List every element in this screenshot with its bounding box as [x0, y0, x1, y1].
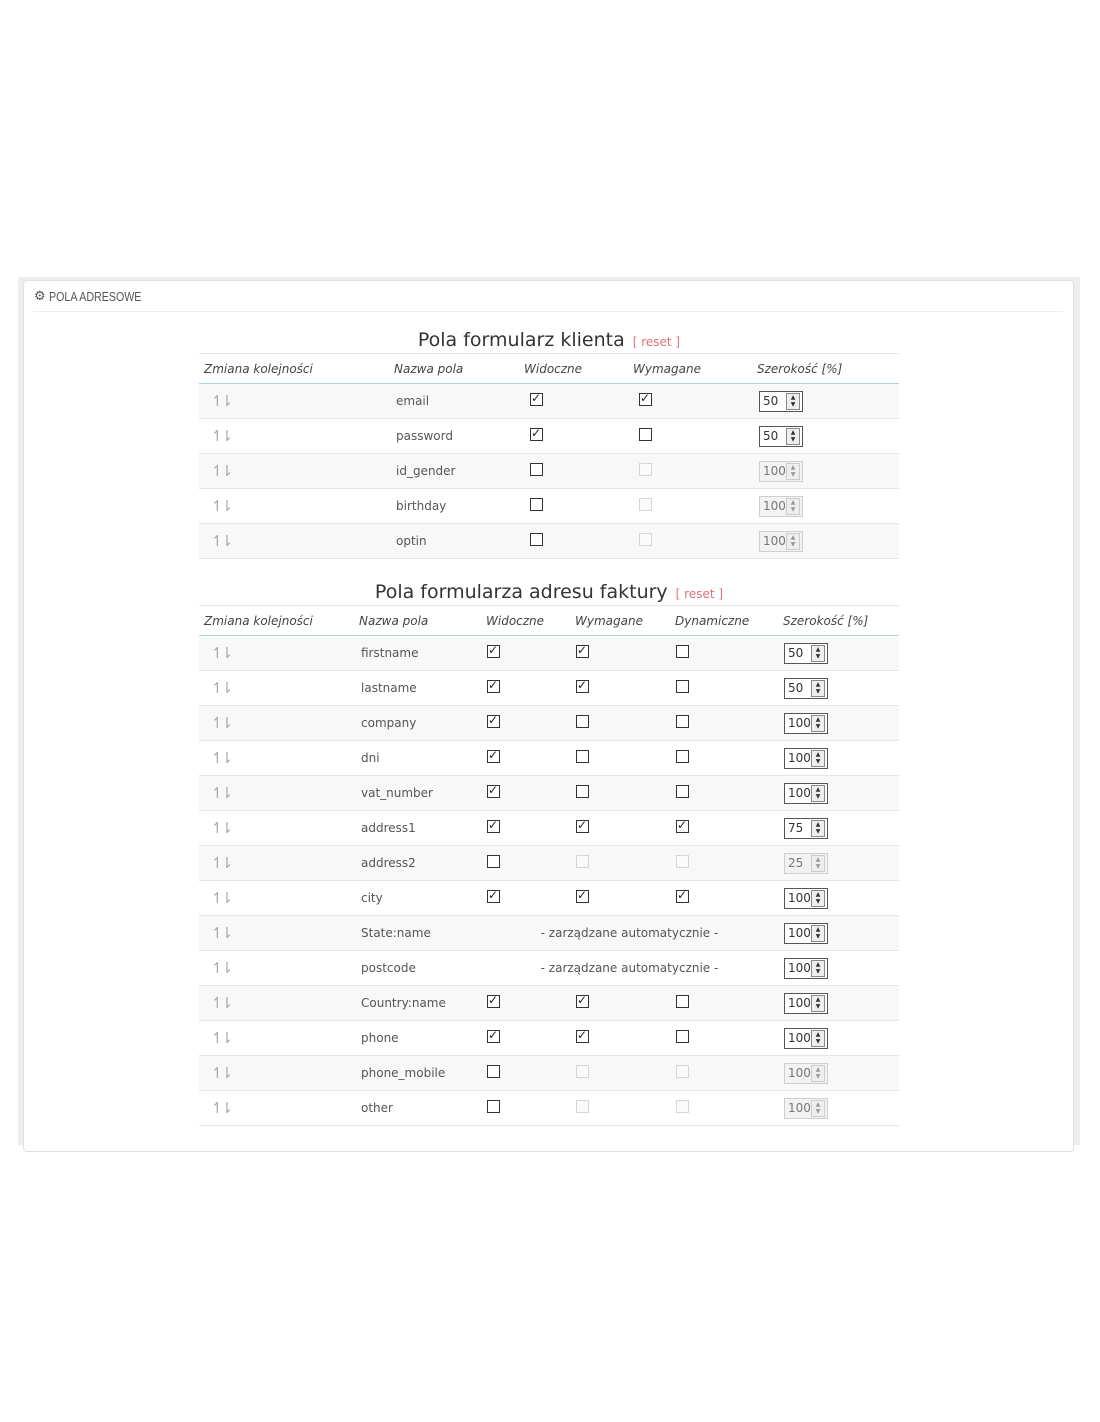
reorder-handle-icon[interactable]: ↿⇂ [211, 392, 231, 410]
reorder-handle-icon[interactable]: ↿⇂ [211, 1099, 231, 1117]
width-stepper[interactable] [759, 391, 803, 412]
stepper-arrows-icon[interactable]: ▲ ▼ [786, 393, 800, 410]
checkmark-icon: ✓ [577, 1028, 588, 1042]
width-value: 100 [788, 1031, 811, 1045]
field-name: postcode [354, 951, 481, 986]
width-stepper[interactable] [759, 426, 803, 447]
checkmark-icon: ✓ [577, 888, 588, 902]
stepper-arrows-icon[interactable]: ▲ ▼ [811, 750, 825, 767]
stepper-arrows-icon[interactable]: ▲ ▼ [811, 960, 825, 977]
dynamic-cell [670, 741, 778, 776]
dynamic-checkbox [676, 855, 689, 868]
width-value: 100 [788, 716, 811, 730]
width-stepper[interactable] [784, 678, 828, 699]
reorder-cell [199, 419, 389, 454]
reorder-handle-icon[interactable]: ↿⇂ [211, 889, 231, 907]
panel-title: POLA ADRESOWE [48, 288, 142, 304]
table-row [199, 1021, 899, 1056]
reorder-handle-icon[interactable]: ↿⇂ [211, 819, 231, 837]
reorder-handle-icon[interactable]: ↿⇂ [211, 749, 231, 767]
table-row [199, 706, 899, 741]
reorder-handle-icon[interactable]: ↿⇂ [211, 427, 231, 445]
table-row [199, 524, 899, 559]
reorder-cell [199, 1091, 354, 1126]
checkmark-icon: ✓ [488, 748, 499, 762]
dynamic-checkbox[interactable] [676, 750, 689, 763]
reorder-handle-icon[interactable]: ↿⇂ [211, 924, 231, 942]
visible-cell [481, 1091, 570, 1126]
dynamic-cell [670, 1021, 778, 1056]
field-name: firstname [354, 636, 481, 671]
reorder-cell [199, 916, 354, 951]
visible-cell [481, 846, 570, 881]
checkmark-icon: ✓ [577, 993, 588, 1007]
width-value: 100 [788, 961, 811, 975]
width-cell [778, 986, 899, 1021]
required-cell [570, 636, 670, 671]
checkmark-icon: ✓ [577, 818, 588, 832]
checkmark-icon: ✓ [488, 993, 499, 1007]
stepper-arrows-icon: ▲ ▼ [811, 855, 825, 872]
table-header-row [199, 354, 899, 384]
table-row [199, 986, 899, 1021]
table-row [199, 489, 899, 524]
width-value: 100 [763, 464, 786, 478]
width-stepper[interactable] [784, 818, 828, 839]
field-name: vat_number [354, 776, 481, 811]
reorder-handle-icon[interactable]: ↿⇂ [211, 679, 231, 697]
reorder-cell [199, 741, 354, 776]
checkmark-icon: ✓ [488, 888, 499, 902]
width-value: 25 [788, 856, 804, 870]
table-row [199, 454, 899, 489]
required-cell [570, 986, 670, 1021]
visible-checkbox[interactable] [487, 1065, 500, 1078]
stepper-arrows-icon[interactable]: ▲ ▼ [811, 925, 825, 942]
stepper-arrows-icon[interactable]: ▲ ▼ [811, 1030, 825, 1047]
visible-checkbox[interactable] [530, 498, 543, 511]
visible-checkbox[interactable] [530, 533, 543, 546]
field-name: phone [354, 1021, 481, 1056]
table-row [199, 916, 899, 951]
required-checkbox[interactable] [576, 1030, 589, 1043]
width-stepper[interactable] [784, 888, 828, 909]
customer-form-reset-link[interactable]: [ reset ] [632, 335, 681, 349]
field-name: password [389, 419, 519, 454]
width-cell [778, 1056, 899, 1091]
reorder-cell [199, 706, 354, 741]
required-cell [570, 706, 670, 741]
width-cell [778, 706, 899, 741]
reorder-cell [199, 671, 354, 706]
reorder-handle-icon[interactable]: ↿⇂ [211, 994, 231, 1012]
reorder-handle-icon[interactable]: ↿⇂ [211, 497, 231, 515]
reorder-cell [199, 986, 354, 1021]
width-value: 100 [788, 926, 811, 940]
table-row [199, 1056, 899, 1091]
field-name: id_gender [389, 454, 519, 489]
width-cell [778, 1091, 899, 1126]
visible-cell [519, 419, 628, 454]
dynamic-cell [670, 1091, 778, 1126]
width-stepper [759, 496, 803, 517]
dynamic-cell [670, 776, 778, 811]
required-checkbox[interactable] [576, 995, 589, 1008]
visible-cell [481, 811, 570, 846]
width-cell [752, 454, 899, 489]
field-name: Country:name [354, 986, 481, 1021]
required-checkbox[interactable] [576, 785, 589, 798]
gears-icon: ⚙ [34, 288, 46, 303]
stepper-arrows-icon: ▲ ▼ [811, 1065, 825, 1082]
panel-header [33, 281, 1063, 312]
dynamic-checkbox [676, 1065, 689, 1078]
column-header-name: Nazwa pola [389, 354, 519, 384]
width-value: 100 [788, 786, 811, 800]
field-name: other [354, 1091, 481, 1126]
column-header-order: Zmiana kolejności [199, 606, 354, 636]
invoice-form-reset-link[interactable]: [ reset ] [675, 587, 724, 601]
width-stepper [759, 461, 803, 482]
width-value: 50 [763, 394, 779, 408]
stepper-arrows-icon[interactable]: ▲ ▼ [811, 785, 825, 802]
required-checkbox[interactable] [576, 680, 589, 693]
dynamic-cell [670, 706, 778, 741]
width-stepper [784, 1063, 828, 1084]
stepper-arrows-icon[interactable]: ▲ ▼ [786, 428, 800, 445]
width-stepper [759, 531, 803, 552]
dynamic-cell [670, 1056, 778, 1091]
visible-cell [481, 881, 570, 916]
table-row [199, 671, 899, 706]
stepper-arrows-icon[interactable]: ▲ ▼ [811, 680, 825, 697]
column-header-name: Nazwa pola [354, 606, 481, 636]
width-cell [778, 636, 899, 671]
reorder-handle-icon[interactable]: ↿⇂ [211, 462, 231, 480]
visible-cell [481, 1021, 570, 1056]
stepper-arrows-icon[interactable]: ▲ ▼ [811, 645, 825, 662]
field-name: phone_mobile [354, 1056, 481, 1091]
stepper-arrows-icon: ▲ ▼ [786, 463, 800, 480]
dynamic-checkbox[interactable] [676, 715, 689, 728]
stepper-arrows-icon[interactable]: ▲ ▼ [811, 995, 825, 1012]
reorder-cell [199, 1021, 354, 1056]
width-cell [778, 881, 899, 916]
table-row [199, 636, 899, 671]
width-cell [752, 384, 899, 419]
dynamic-checkbox [676, 1100, 689, 1113]
reorder-handle-icon[interactable]: ↿⇂ [211, 959, 231, 977]
checkmark-icon: ✓ [488, 783, 499, 797]
dynamic-cell [670, 671, 778, 706]
field-name: lastname [354, 671, 481, 706]
width-stepper[interactable] [784, 783, 828, 804]
width-cell [778, 951, 899, 986]
dynamic-cell [670, 881, 778, 916]
width-cell [752, 419, 899, 454]
visible-checkbox[interactable] [487, 785, 500, 798]
visible-checkbox[interactable] [530, 393, 543, 406]
required-checkbox [576, 855, 589, 868]
width-stepper[interactable] [784, 643, 828, 664]
required-cell [570, 881, 670, 916]
width-cell [778, 811, 899, 846]
field-name: address2 [354, 846, 481, 881]
reorder-handle-icon[interactable]: ↿⇂ [211, 1029, 231, 1047]
required-checkbox[interactable] [576, 715, 589, 728]
checkmark-icon: ✓ [488, 818, 499, 832]
visible-cell [519, 384, 628, 419]
dynamic-checkbox[interactable] [676, 995, 689, 1008]
required-cell [628, 384, 752, 419]
checkmark-icon: ✓ [677, 888, 688, 902]
reorder-handle-icon[interactable]: ↿⇂ [211, 714, 231, 732]
column-header-dynamic: Dynamiczne [670, 606, 778, 636]
required-checkbox [639, 533, 652, 546]
width-stepper[interactable] [784, 1028, 828, 1049]
width-cell [778, 741, 899, 776]
required-checkbox[interactable] [576, 820, 589, 833]
table-header-row [199, 606, 899, 636]
reorder-cell [199, 881, 354, 916]
width-cell [778, 916, 899, 951]
reorder-handle-icon[interactable]: ↿⇂ [211, 644, 231, 662]
required-cell [628, 524, 752, 559]
column-header-visible: Widoczne [481, 606, 570, 636]
visible-checkbox[interactable] [487, 645, 500, 658]
customer-form-title-text: Pola formularz klienta [417, 329, 625, 351]
column-header-width: Szerokość [%] [752, 354, 899, 384]
visible-checkbox[interactable] [487, 715, 500, 728]
checkmark-icon: ✓ [488, 1028, 499, 1042]
width-stepper[interactable] [784, 993, 828, 1014]
required-cell [628, 454, 752, 489]
checkmark-icon: ✓ [488, 678, 499, 692]
reorder-cell [199, 454, 389, 489]
visible-checkbox[interactable] [487, 1100, 500, 1113]
required-checkbox[interactable] [639, 393, 652, 406]
dynamic-cell [670, 811, 778, 846]
field-name: address1 [354, 811, 481, 846]
width-stepper[interactable] [784, 713, 828, 734]
visible-cell [481, 776, 570, 811]
reorder-cell [199, 776, 354, 811]
stepper-arrows-icon[interactable]: ▲ ▼ [811, 890, 825, 907]
width-value: 50 [788, 646, 804, 660]
required-cell [570, 776, 670, 811]
stepper-arrows-icon[interactable]: ▲ ▼ [811, 820, 825, 837]
visible-cell [481, 741, 570, 776]
visible-cell [481, 706, 570, 741]
dynamic-checkbox[interactable] [676, 645, 689, 658]
visible-cell [481, 636, 570, 671]
table-row [199, 1091, 899, 1126]
visible-checkbox[interactable] [487, 855, 500, 868]
required-checkbox[interactable] [576, 645, 589, 658]
required-cell [628, 489, 752, 524]
stepper-arrows-icon: ▲ ▼ [786, 498, 800, 515]
table-row [199, 776, 899, 811]
required-cell [570, 671, 670, 706]
checkmark-icon: ✓ [640, 391, 651, 405]
invoice-form-title [199, 581, 899, 603]
dynamic-cell [670, 636, 778, 671]
reorder-cell [199, 951, 354, 986]
reorder-cell [199, 524, 389, 559]
reorder-cell [199, 384, 389, 419]
table-row [199, 846, 899, 881]
required-checkbox [639, 463, 652, 476]
stepper-arrows-icon[interactable]: ▲ ▼ [811, 715, 825, 732]
reorder-cell [199, 636, 354, 671]
width-value: 75 [788, 821, 804, 835]
visible-checkbox[interactable] [530, 428, 543, 441]
visible-checkbox[interactable] [487, 995, 500, 1008]
column-header-order: Zmiana kolejności [199, 354, 389, 384]
reorder-handle-icon[interactable]: ↿⇂ [211, 532, 231, 550]
dynamic-checkbox[interactable] [676, 890, 689, 903]
required-cell [570, 1021, 670, 1056]
required-checkbox [576, 1065, 589, 1078]
dynamic-cell [670, 846, 778, 881]
checkmark-icon: ✓ [488, 643, 499, 657]
width-value: 100 [788, 1101, 811, 1115]
auto-managed-label: - zarządzane automatycznie - [481, 951, 778, 986]
required-cell [570, 846, 670, 881]
reorder-cell [199, 1056, 354, 1091]
dynamic-checkbox[interactable] [676, 785, 689, 798]
reorder-handle-icon[interactable]: ↿⇂ [211, 784, 231, 802]
column-header-width: Szerokość [%] [778, 606, 899, 636]
reorder-cell [199, 811, 354, 846]
width-value: 50 [788, 681, 804, 695]
visible-cell [519, 524, 628, 559]
reorder-cell [199, 489, 389, 524]
stepper-arrows-icon: ▲ ▼ [811, 1100, 825, 1117]
invoice-form-title-text: Pola formularza adresu faktury [374, 581, 668, 603]
width-stepper[interactable] [784, 748, 828, 769]
visible-cell [519, 454, 628, 489]
dynamic-checkbox[interactable] [676, 680, 689, 693]
width-cell [752, 489, 899, 524]
table-row [199, 741, 899, 776]
checkmark-icon: ✓ [488, 713, 499, 727]
width-stepper[interactable] [784, 923, 828, 944]
table-row [199, 951, 899, 986]
width-value: 100 [788, 996, 811, 1010]
visible-cell [481, 671, 570, 706]
visible-checkbox[interactable] [530, 463, 543, 476]
checkmark-icon: ✓ [677, 818, 688, 832]
customer-form-title [199, 329, 899, 351]
column-header-required: Wymagane [628, 354, 752, 384]
field-name: optin [389, 524, 519, 559]
table-row [199, 419, 899, 454]
width-value: 100 [763, 499, 786, 513]
required-cell [570, 1056, 670, 1091]
table-row [199, 811, 899, 846]
field-name: birthday [389, 489, 519, 524]
width-value: 100 [763, 534, 786, 548]
required-cell [570, 811, 670, 846]
column-header-visible: Widoczne [519, 354, 628, 384]
reorder-cell [199, 846, 354, 881]
column-header-required: Wymagane [570, 606, 670, 636]
visible-cell [481, 986, 570, 1021]
required-checkbox[interactable] [576, 750, 589, 763]
field-name: email [389, 384, 519, 419]
required-cell [628, 419, 752, 454]
checkmark-icon: ✓ [577, 643, 588, 657]
width-cell [778, 776, 899, 811]
field-name: State:name [354, 916, 481, 951]
visible-checkbox[interactable] [487, 890, 500, 903]
auto-managed-label: - zarządzane automatycznie - [481, 916, 778, 951]
width-cell [778, 671, 899, 706]
width-stepper[interactable] [784, 958, 828, 979]
visible-checkbox[interactable] [487, 750, 500, 763]
dynamic-checkbox[interactable] [676, 1030, 689, 1043]
required-checkbox [639, 498, 652, 511]
visible-cell [519, 489, 628, 524]
field-name: city [354, 881, 481, 916]
required-cell [570, 741, 670, 776]
required-cell [570, 1091, 670, 1126]
width-cell [778, 1021, 899, 1056]
visible-cell [481, 1056, 570, 1091]
width-stepper [784, 853, 828, 874]
visible-checkbox[interactable] [487, 820, 500, 833]
width-value: 100 [788, 1066, 811, 1080]
visible-checkbox[interactable] [487, 1030, 500, 1043]
reorder-handle-icon[interactable]: ↿⇂ [211, 1064, 231, 1082]
visible-checkbox[interactable] [487, 680, 500, 693]
table-row [199, 881, 899, 916]
customer-fields-table [199, 353, 899, 559]
field-name: company [354, 706, 481, 741]
table-row [199, 384, 899, 419]
dynamic-cell [670, 986, 778, 1021]
required-checkbox[interactable] [639, 428, 652, 441]
width-value: 100 [788, 751, 811, 765]
checkmark-icon: ✓ [531, 391, 542, 405]
width-cell [752, 524, 899, 559]
width-stepper [784, 1098, 828, 1119]
reorder-handle-icon[interactable]: ↿⇂ [211, 854, 231, 872]
required-checkbox[interactable] [576, 890, 589, 903]
stepper-arrows-icon: ▲ ▼ [786, 533, 800, 550]
checkmark-icon: ✓ [531, 426, 542, 440]
invoice-fields-table [199, 605, 899, 1126]
field-name: dni [354, 741, 481, 776]
width-value: 100 [788, 891, 811, 905]
required-checkbox [576, 1100, 589, 1113]
width-value: 50 [763, 429, 779, 443]
width-cell [778, 846, 899, 881]
dynamic-checkbox[interactable] [676, 820, 689, 833]
checkmark-icon: ✓ [577, 678, 588, 692]
